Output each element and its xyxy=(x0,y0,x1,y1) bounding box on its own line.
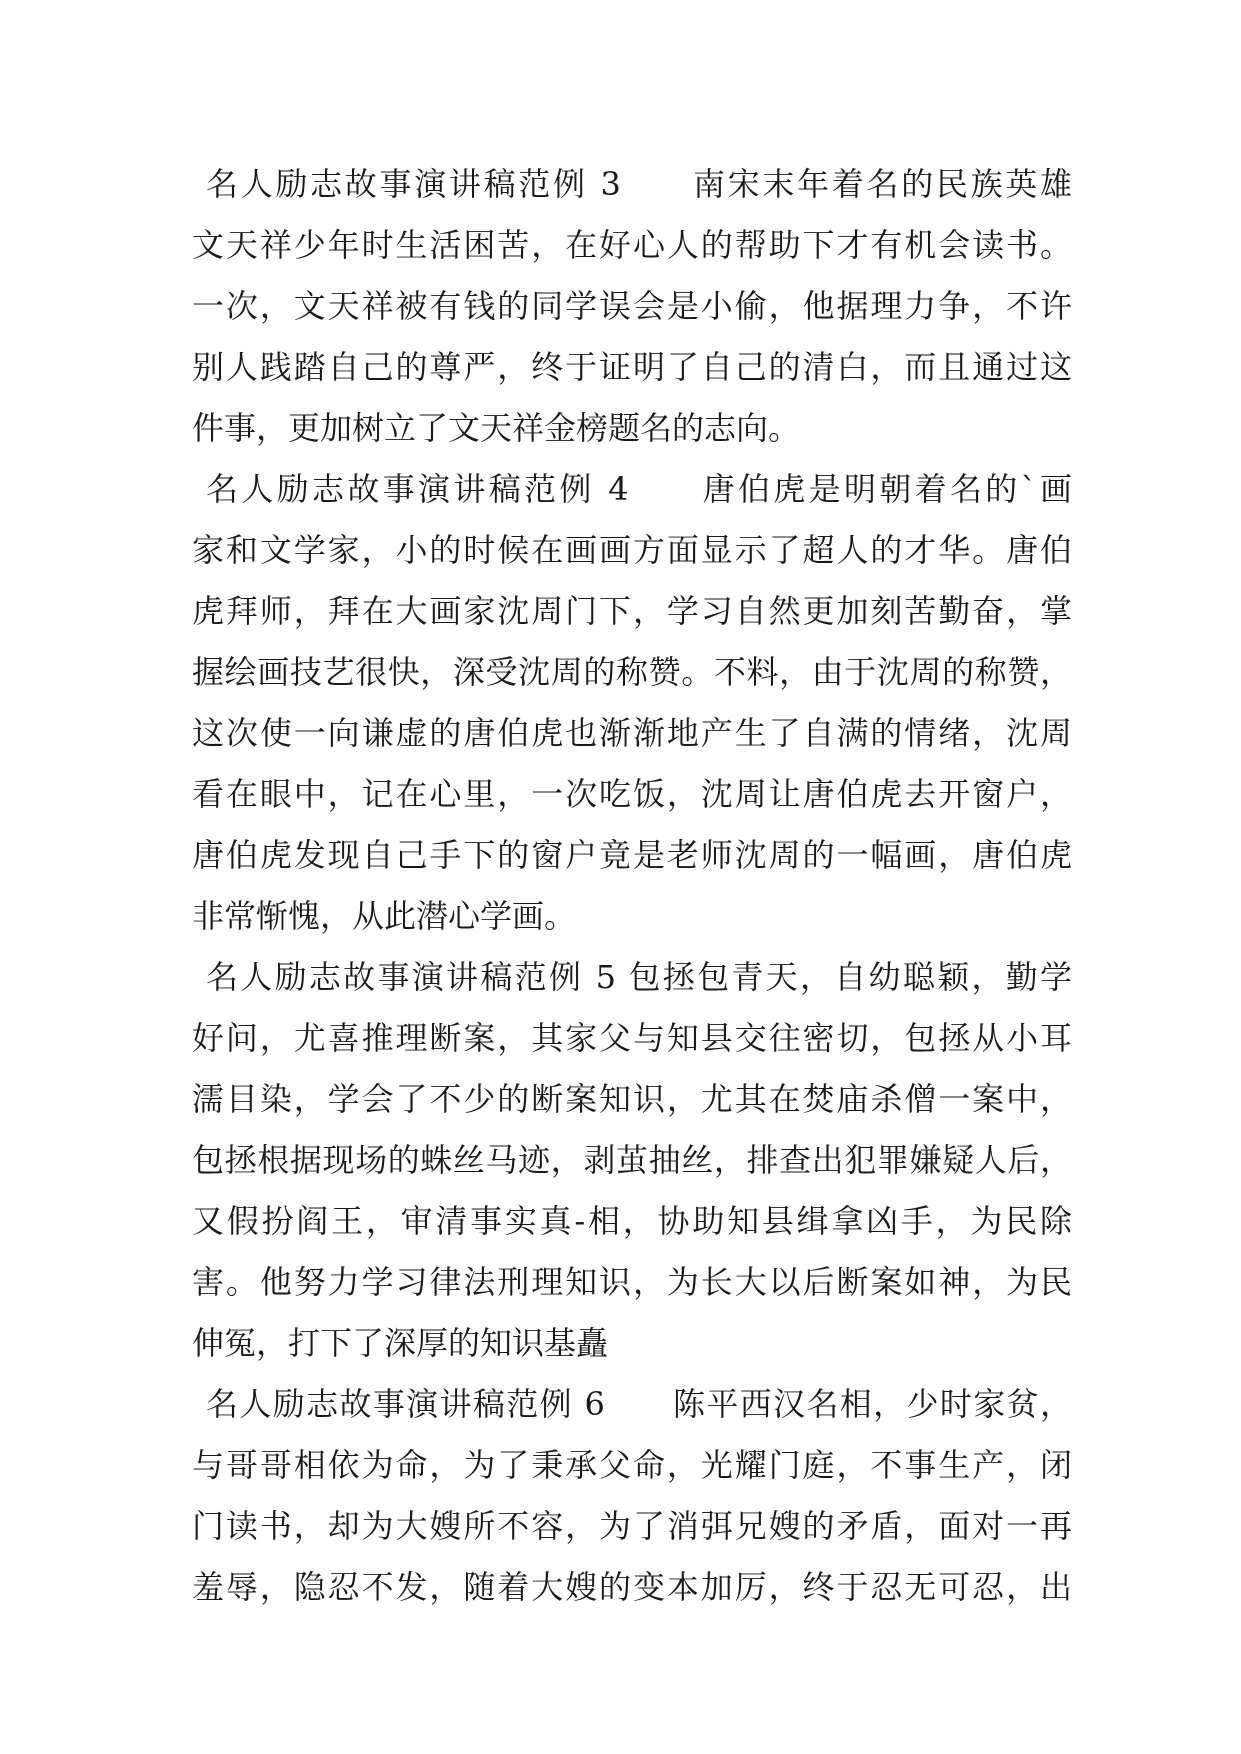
text-line: 看在眼中，记在心里，一次吃饭，沈周让唐伯虎去开窗户， xyxy=(192,775,1072,813)
document-body xyxy=(192,154,1072,1618)
text-line: 这次使一向谦虚的唐伯虎也渐渐地产生了自满的情绪，沈周 xyxy=(192,714,1072,752)
text-line: 与哥哥相依为命，为了秉承父命，光耀门庭，不事生产，闭 xyxy=(192,1446,1072,1484)
text-line: 名人励志故事演讲稿范例 3 南宋末年着名的民族英雄 xyxy=(206,165,1072,203)
text-line: 别人践踏自己的尊严，终于证明了自己的清白，而且通过这 xyxy=(192,348,1072,386)
text-line: 唐伯虎发现自己手下的窗户竟是老师沈周的一幅画，唐伯虎 xyxy=(192,836,1072,874)
text-line: 伸冤，打下了深厚的知识基矗 xyxy=(192,1324,609,1362)
text-line: 害。他努力学习律法刑理知识，为长大以后断案如神，为民 xyxy=(192,1263,1072,1301)
text-line: 濡目染，学会了不少的断案知识，尤其在焚庙杀僧一案中， xyxy=(192,1080,1072,1118)
text-line: 又假扮阎王，审清事实真-相，协助知县缉拿凶手，为民除 xyxy=(192,1202,1072,1240)
text-line: 名人励志故事演讲稿范例 5 包拯包青天，自幼聪颖，勤学 xyxy=(206,958,1072,996)
text-line: 非常惭愧，从此潜心学画。 xyxy=(192,897,577,935)
text-line: 羞辱，隐忍不发，随着大嫂的变本加厉，终于忍无可忍，出 xyxy=(192,1568,1072,1606)
text-line: 虎拜师，拜在大画家沈周门下，学习自然更加刻苦勤奋，掌 xyxy=(192,592,1072,630)
text-line: 文天祥少年时生活困苦，在好心人的帮助下才有机会读书。 xyxy=(192,226,1072,264)
text-line: 好问，尤喜推理断案，其家父与知县交往密切，包拯从小耳 xyxy=(192,1019,1072,1057)
text-line: 门读书，却为大嫂所不容，为了消弭兄嫂的矛盾，面对一再 xyxy=(192,1507,1072,1545)
text-line: 名人励志故事演讲稿范例 4 唐伯虎是明朝着名的`画 xyxy=(206,470,1072,508)
text-line: 件事，更加树立了文天祥金榜题名的志向。 xyxy=(192,409,801,447)
text-line: 名人励志故事演讲稿范例 6 陈平西汉名相，少时家贫， xyxy=(206,1385,1072,1423)
text-line: 家和文学家，小的时候在画画方面显示了超人的才华。唐伯 xyxy=(192,531,1072,569)
text-line: 包拯根据现场的蛛丝马迹，剥茧抽丝，排查出犯罪嫌疑人后， xyxy=(192,1141,1072,1179)
text-line: 一次，文天祥被有钱的同学误会是小偷，他据理力争，不许 xyxy=(192,287,1072,325)
text-line: 握绘画技艺很快，深受沈周的称赞。不料，由于沈周的称赞， xyxy=(192,653,1072,691)
